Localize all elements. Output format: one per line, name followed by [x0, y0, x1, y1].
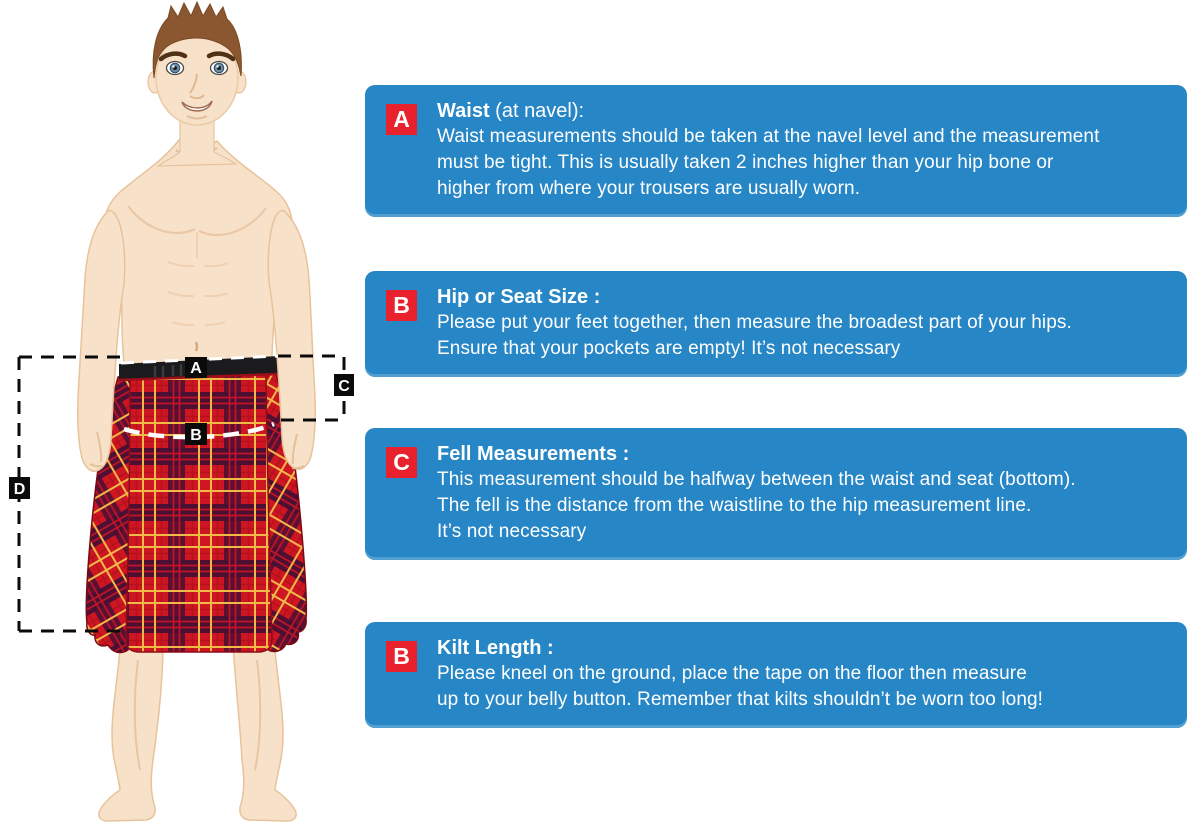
- kilt-apron: [126, 374, 272, 652]
- waist-marker-letter: A: [190, 360, 202, 377]
- waist-line: higher from where your trousers are usually worn.: [437, 178, 861, 199]
- hip-badge: B: [386, 290, 417, 321]
- waist-line: must be tight. This is usually taken 2 inches higher than your hip bone or: [437, 152, 1054, 173]
- waist-panel: [365, 85, 1187, 217]
- kilt-length-title: [437, 635, 1169, 661]
- hip-marker: [185, 423, 207, 445]
- fell-marker: [334, 374, 354, 396]
- waist-line: Waist measurements should be taken at the navel level and the measurement: [437, 126, 1100, 147]
- kilt-length-title-bold: Kilt Length :: [437, 637, 554, 659]
- fell-title-bold: Fell Measurements :: [437, 443, 630, 465]
- length-marker: [9, 477, 30, 499]
- fell-line: It’s not necessary: [437, 521, 587, 542]
- kilt-length-badge: B: [386, 641, 417, 672]
- hip-line: Please put your feet together, then measure the broadest part of your hips.: [437, 312, 1072, 333]
- waist-marker: [185, 357, 207, 378]
- fell-badge: C: [386, 447, 417, 478]
- man-in-kilt-illustration: [0, 0, 360, 832]
- kilt: [86, 356, 306, 652]
- hip-title-bold: Hip or Seat Size :: [437, 286, 601, 308]
- hip-panel: [365, 271, 1187, 377]
- fell-title: [437, 441, 1169, 467]
- torso: [104, 140, 292, 364]
- fell-marker-letter: C: [338, 378, 350, 395]
- hip-marker-letter: B: [190, 427, 202, 444]
- length-marker-letter: D: [13, 481, 26, 498]
- kilt-length-panel: [365, 622, 1187, 728]
- measurement-figure: [0, 0, 360, 832]
- hip-line: Ensure that your pockets are empty! It’s not necessary: [437, 338, 901, 359]
- fell-panel: [365, 428, 1187, 560]
- kilt-length-line: up to your belly button. Remember that kilts shouldn’t be worn too long!: [437, 689, 1044, 710]
- waist-title-bold: Waist: [437, 100, 490, 122]
- waist-title-rest: (at navel):: [489, 100, 585, 122]
- legs: [99, 628, 296, 821]
- kilt-length-line: Please kneel on the ground, place the tape on the floor then measure: [437, 663, 1027, 684]
- hip-title: [437, 284, 1169, 310]
- waist-badge: A: [386, 104, 417, 135]
- fell-line: This measurement should be halfway between the waist and seat (bottom).: [437, 469, 1076, 490]
- waist-title: [437, 98, 1169, 124]
- fell-line: The fell is the distance from the waistline to the hip measurement line.: [437, 495, 1032, 516]
- head: [148, 2, 246, 166]
